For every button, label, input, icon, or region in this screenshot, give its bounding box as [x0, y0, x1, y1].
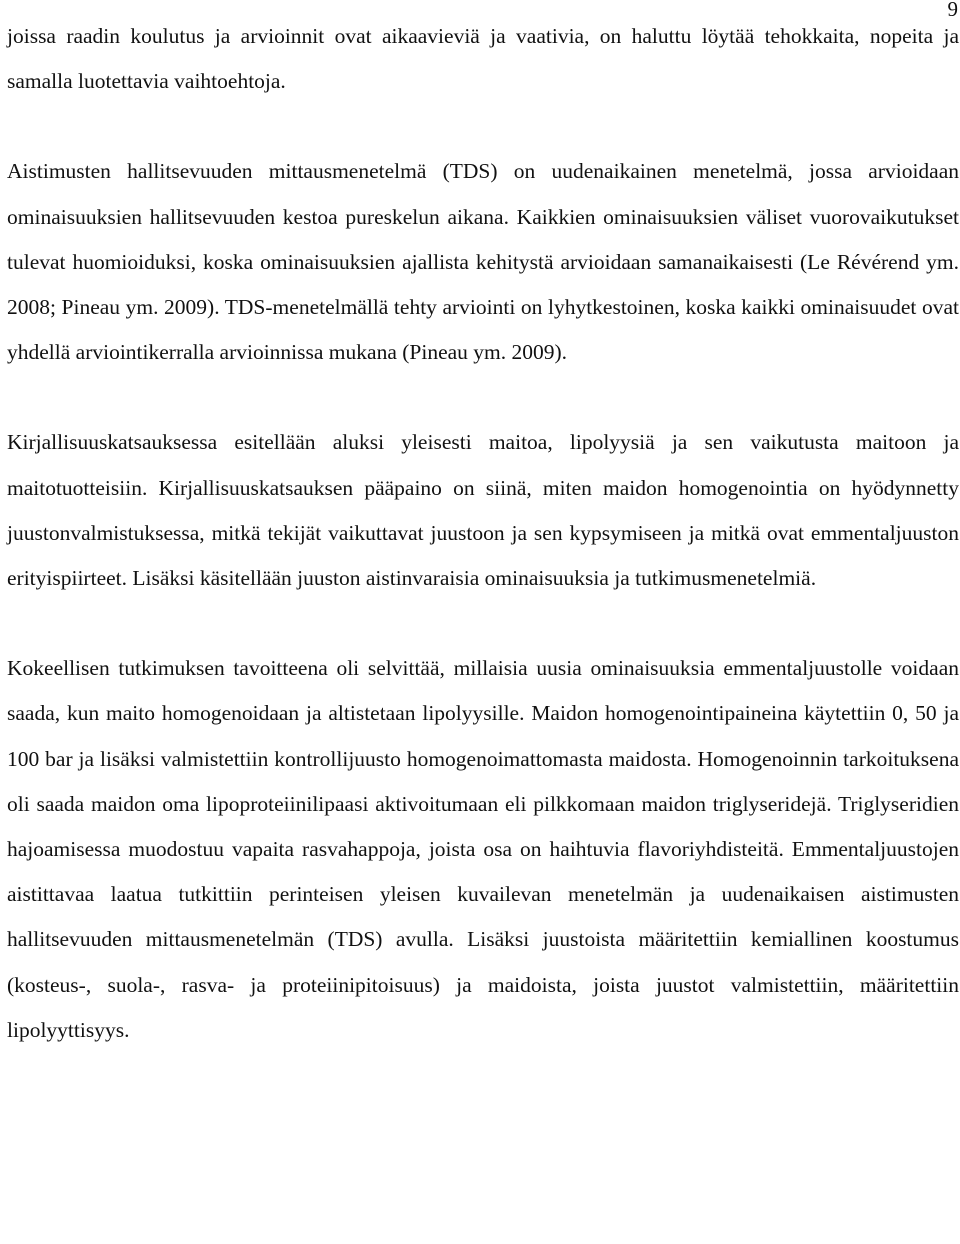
- paragraph-experimental-study: Kokeellisen tutkimuksen tavoitteena oli selvittää, millaisia uusia ominaisuuksia emmentaljuustolle voidaan saada, kun maito homogenoidaan ja altistetaan lipolyysille. Maidon homogenointipaineina käytettiin 0, 50 ja 100 bar ja lisäksi valmistettiin kontrollijuusto homogenoimattomasta maidosta. Homogenoinnin tarkoituksena oli saada maidon oma lipoproteiinilipaasi aktivoitumaan eli pilkkomaan maidon triglyseridejä. Triglyseridien hajoamisessa muodostuu vapaita rasvahappoja, joista osa on haihtuvia flavoriyhdisteitä. Emmentaljuustojen aistittavaa laatua tutkittiin perinteisen yleisen kuvailevan menetelmän ja uudenaikaisen aistimusten hallitsevuuden mittausmenetelmän (TDS) avulla. Lisäksi juustoista määritettiin kemiallinen koostumus (kosteus-, suola-, rasva- ja proteiinipitoisuus) ja maidoista, joista juustot valmistettiin, määritettiin lipolyyttisyys.: [7, 656, 959, 1042]
- page-number: 9: [947, 0, 958, 21]
- paragraph-literature-review: Kirjallisuuskatsauksessa esitellään aluksi yleisesti maitoa, lipolyysiä ja sen vaikutusta maitoon ja maitotuotteisiin. Kirjallisuuskatsauksen pääpaino on siinä, miten maidon homogenointia on hyödynnetty juustonvalmistuksessa, mitkä tekijät vaikuttavat juustoon ja sen kypsymiseen ja mitkä ovat emmentaljuuston erityispiirteet. Lisäksi käsitellään juuston aistinvaraisia ominaisuuksia ja tutkimusmenetelmiä.: [7, 430, 959, 591]
- paragraph-tds-method: Aistimusten hallitsevuuden mittausmenetelmä (TDS) on uudenaikainen menetelmä, jossa arvioidaan ominaisuuksien hallitsevuuden kestoa pureskelun aikana. Kaikkien ominaisuuksien väliset vuorovaikutukset tulevat huomioiduksi, koska ominaisuuksien ajallista kehitystä arvioidaan samanaikaisesti (Le Révérend ym. 2008; Pineau ym. 2009). TDS-menetelmällä tehty arviointi on lyhytkestoinen, koska kaikki ominaisuudet ovat yhdellä arviointikerralla arvioinnissa mukana (Pineau ym. 2009).: [7, 159, 959, 365]
- body-text: [7, 14, 959, 1053]
- paragraph-continuation: joissa raadin koulutus ja arvioinnit ovat aikaavieviä ja vaativia, on haluttu löytää tehokkaita, nopeita ja samalla luotettavia vaihtoehtoja.: [7, 24, 959, 94]
